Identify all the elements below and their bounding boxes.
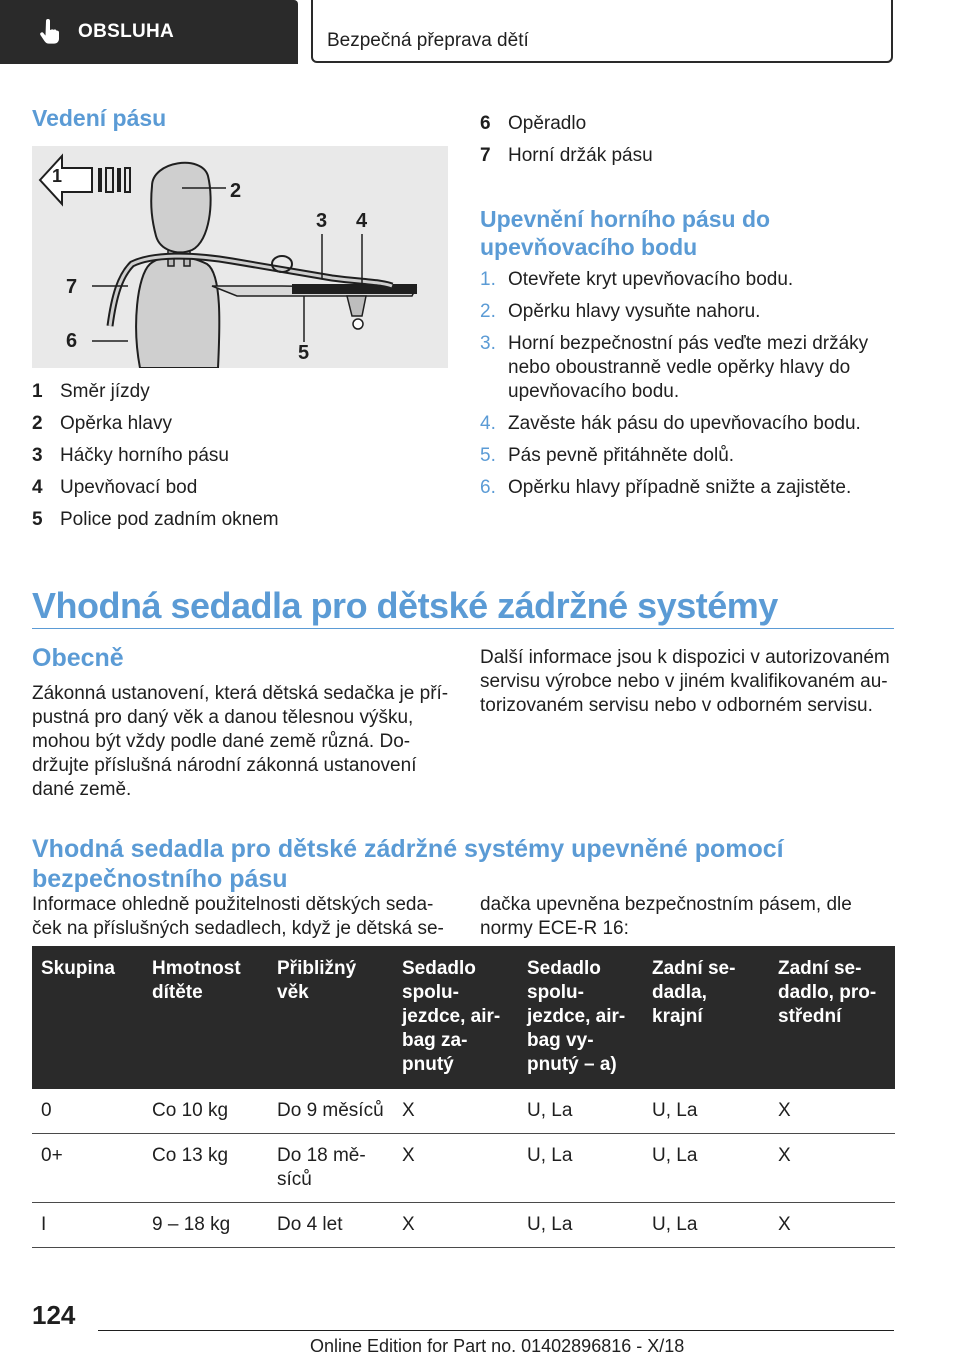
belt-routing-figure [32,146,448,368]
cell: U, La [643,1089,769,1134]
fastening-steps [480,268,890,508]
section-heading: Vhodná sedadla pro dětské zádržné systémy [32,585,778,626]
legend-text: Upevňovací bod [60,477,198,498]
step-text: Pás pevně přitáhněte dolů. [508,445,735,466]
table-header-row [32,946,895,1089]
step-text: Horní bezpečnostní pás veďte mezi držáky nebo oboustranně vedle opěrky hlavy do upevňovacího bodu. [508,333,869,402]
step-num: 6. [480,477,496,498]
col-header: Sedadlo spolu‐jezdce, air‐bag za‐pnutý [393,946,518,1089]
legend-num: 4 [32,477,43,498]
cell: U, La [518,1203,643,1248]
legend-text: Police pod zadním oknem [60,509,279,530]
chapter-title: Bezpečná přeprava dětí [327,30,529,51]
cell: X [393,1134,518,1203]
cell: X [769,1203,895,1248]
cell: U, La [518,1089,643,1134]
callout-1: 1 [52,166,63,186]
legend-item [480,144,890,168]
general-heading: Obecně [32,644,124,672]
cell: Do 9 měsíců [268,1089,393,1134]
callout-7: 7 [66,276,78,298]
cell: U, La [643,1134,769,1203]
cell: X [769,1089,895,1134]
legend-num: 5 [32,509,43,530]
section-label: OBSLUHA [78,21,175,42]
cell: I [32,1203,143,1248]
legend-item [32,476,452,500]
fastening-heading: Upevnění horního pásu do upevňovacího bodu [480,206,771,260]
cell: 9 – 18 kg [143,1203,268,1248]
step-num: 1. [480,269,496,290]
seat-suitability-table [32,946,895,1248]
legend-item [480,112,890,136]
legend-num: 3 [32,445,43,466]
step-num: 3. [480,333,496,354]
step-item [480,300,890,324]
step-item [480,412,890,436]
chapter-title-box [311,0,893,63]
section-tab [0,0,298,64]
legend-text: Opěrka hlavy [60,413,172,434]
legend-item [32,380,452,404]
callout-5: 5 [298,342,310,364]
cell: X [769,1134,895,1203]
step-num: 5. [480,445,496,466]
col-header: Zadní se‐dadlo, pro‐střední [769,946,895,1089]
step-text: Opěrku hlavy případně snižte a zajistěte. [508,477,852,498]
step-item [480,476,890,500]
callout-3: 3 [316,210,328,232]
legend-num: 6 [480,113,491,134]
table-row [32,1203,895,1248]
col-header: Skupina [32,946,143,1089]
table-row [32,1089,895,1134]
legend-item [32,444,452,468]
table-row [32,1134,895,1203]
legend-num: 7 [480,145,491,166]
legend-num: 2 [32,413,43,434]
belt-seats-heading: Vhodná sedadla pro dětské zádržné systémy upevněné pomocí bezpečnostního pásu [32,835,784,893]
cell: U, La [643,1203,769,1248]
cell: U, La [518,1134,643,1203]
general-text: Zákonná ustanovení, která dětská sedačka je pří‐pustná pro daný věk a danou tělesnou výšku, mohou být vždy podle dané země různá. Do‐držujte příslušná národní zákonná ustanovení dané země. [32,683,449,800]
belt-seats-intro-left: Informace ohledně použitelnosti dětských seda‐ček na příslušných sedadlech, když je dětská se‐ [32,894,444,939]
legend-text: Směr jízdy [60,381,150,402]
belt-seats-intro-right: dačka upevněna bezpečnostním pásem, dle normy ECE-R 16: [480,894,852,939]
step-item [480,268,890,292]
callout-4: 4 [356,210,368,232]
step-item [480,332,890,404]
col-header: Přibližný věk [268,946,393,1089]
callout-6: 6 [66,330,78,352]
step-item [480,444,890,468]
cell: Do 4 let [268,1203,393,1248]
legend-item [32,412,452,436]
legend-num: 1 [32,381,43,402]
step-text: Zavěste hák pásu do upevňovacího bodu. [508,413,861,434]
belt-routing-heading: Vedení pásu [32,105,167,131]
cell: 0+ [32,1134,143,1203]
cell: Do 18 mě‐síců [268,1134,393,1203]
cell: X [393,1203,518,1248]
figure-legend [32,380,452,540]
legend-item [32,508,452,532]
cell: X [393,1089,518,1134]
figure-legend-continued [480,112,890,176]
step-text: Otevřete kryt upevňovacího bodu. [508,269,794,290]
step-text: Opěrku hlavy vysuňte nahoru. [508,301,761,322]
callout-2: 2 [230,180,242,202]
section-rule [32,628,894,629]
cell: Co 10 kg [143,1089,268,1134]
col-header: Sedadlo spolu‐jezdce, air‐bag vy‐pnutý – a) [518,946,643,1089]
seat-suitability-table-wrap [32,946,895,1248]
more-info-text: Další informace jsou k dispozici v autorizovaném servisu výrobce nebo v jiném kvalifikovaném au‐torizovaném servisu nebo v odborném servisu. [480,647,890,716]
col-header: Hmotnost dítěte [143,946,268,1089]
col-header: Zadní se‐dadla, krajní [643,946,769,1089]
legend-text: Opěradlo [508,113,587,134]
cell: 0 [32,1089,143,1134]
cell: Co 13 kg [143,1134,268,1203]
edition-text: Online Edition for Part no. 01402896816 - X/18 [310,1336,685,1356]
footer-rule [98,1330,894,1331]
page-number: 124 [32,1300,76,1330]
hand-pointer-icon [36,18,64,46]
step-num: 4. [480,413,496,434]
step-num: 2. [480,301,496,322]
legend-text: Horní držák pásu [508,145,653,166]
legend-text: Háčky horního pásu [60,445,229,466]
